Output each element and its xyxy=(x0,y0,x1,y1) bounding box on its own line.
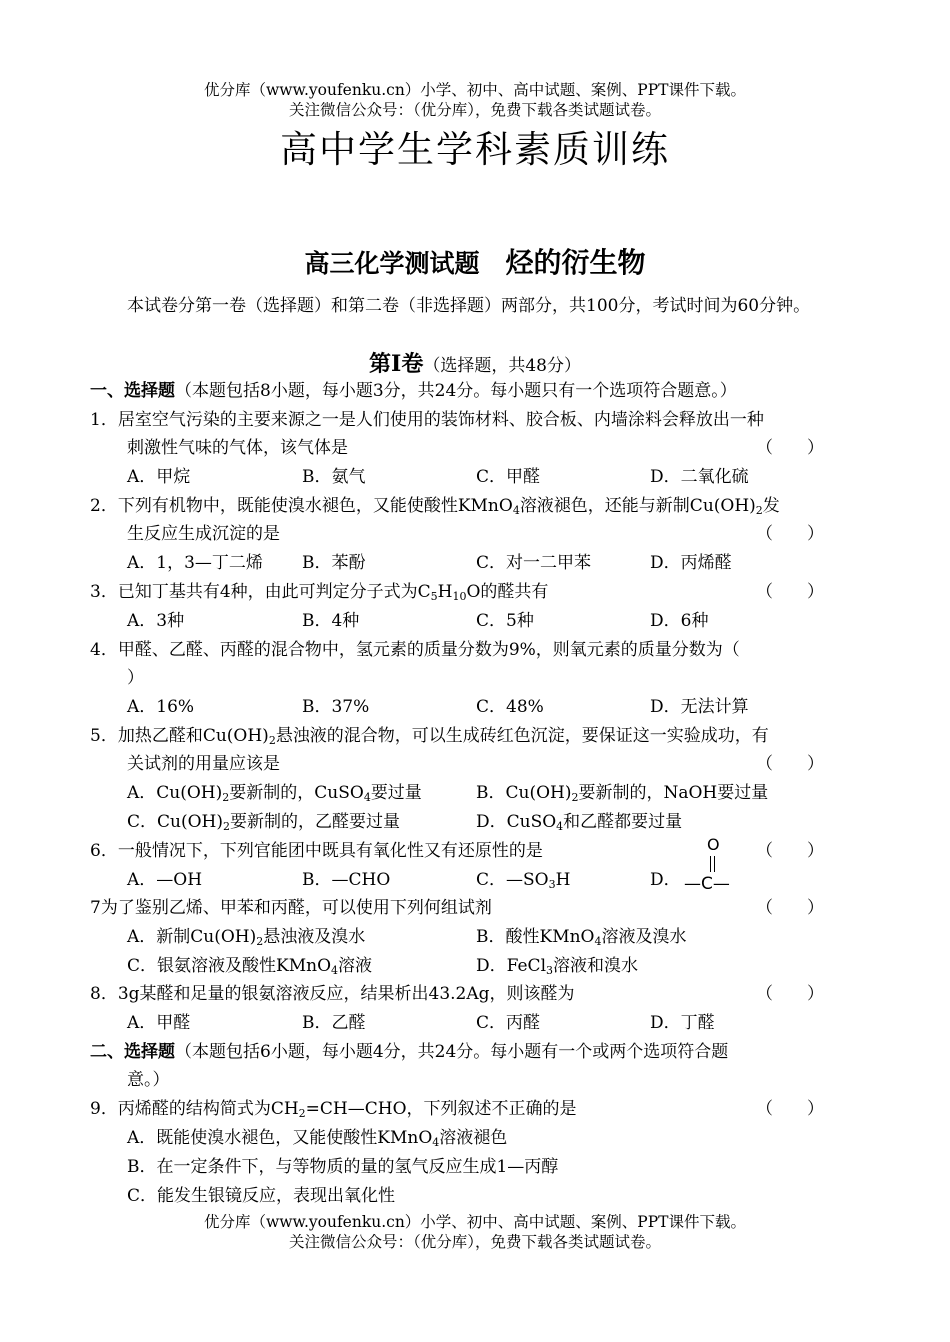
q3-option-d: D．6种 xyxy=(650,611,709,631)
q5-d-sub: 4 xyxy=(556,820,564,833)
q7-c-sub: 4 xyxy=(331,964,338,977)
q8-option-c: C．丙醛 xyxy=(476,1013,541,1033)
q6-option-d: D． xyxy=(650,870,681,890)
q1-answer-blank: （ ） xyxy=(756,438,824,458)
section2-desc: （本题包括6小题，每小题4分，共24分。每小题有一个或两个选项符合题 xyxy=(175,1042,729,1062)
q5-d-text: D．CuSO xyxy=(476,812,557,832)
q5-answer-blank: （ ） xyxy=(756,754,824,774)
q6-answer-blank: （ ） xyxy=(756,841,824,861)
section1-desc: （本题包括8小题，每小题3分，共24分。每小题只有一个选项符合题意。） xyxy=(175,381,737,401)
q5-line-2: 关试剂的用量应该是 xyxy=(127,754,280,774)
q2-text-b: 溶液褪色，还能与新制Cu(OH) xyxy=(519,496,756,516)
q7-d-text-b: 溶液和溴水 xyxy=(553,956,639,976)
q3-answer-blank: （ ） xyxy=(756,582,824,602)
q3-text-a: 3．已知丁基共有4种，由此可判定分子式为C xyxy=(90,582,431,602)
footer-line-2: 关注微信公众号：（优分库），免费下载各类试题试卷。 xyxy=(288,1233,661,1251)
q9-option-a xyxy=(127,1127,507,1149)
q5-a-sub: 2 xyxy=(222,791,230,804)
q7-line-1: 7为了鉴别乙烯、甲苯和丙醛，可以使用下列何组试剂 xyxy=(90,898,492,918)
q7-d-text: D．FeCl xyxy=(476,956,547,976)
q5-a-text: A．Cu(OH) xyxy=(127,783,223,803)
q3-option-b: B．4种 xyxy=(302,611,360,631)
q5-b-sub: 2 xyxy=(571,791,579,804)
q4-option-d: D．无法计算 xyxy=(650,697,749,717)
q9-answer-blank: （ ） xyxy=(756,1099,824,1119)
q9-sub-1: 2 xyxy=(298,1107,306,1120)
q9-line-1 xyxy=(90,1098,577,1120)
q7-c-text: C．银氨溶液及酸性KMnO xyxy=(127,956,331,976)
q5-c-text-b: 要新制的，乙醛要过量 xyxy=(230,812,400,832)
q7-b-sub: 4 xyxy=(594,935,602,948)
q1-option-b: B．氨气 xyxy=(302,467,366,487)
q7-option-a xyxy=(127,926,365,948)
q2-option-a: A．1，3—丁二烯 xyxy=(127,553,263,573)
subtitle xyxy=(0,246,950,281)
q7-option-d xyxy=(476,955,638,977)
footer-line-1: 优分库（www.youfenku.cn）小学、初中、高中试题、案例、PPT课件下载。 xyxy=(203,1213,747,1231)
q9-a-text: A．既能使溴水褪色，又能使酸性KMnO xyxy=(127,1128,433,1148)
subtitle-left: 高三化学测试题 xyxy=(304,249,480,278)
q7-c-text-b: 溶液 xyxy=(338,956,372,976)
q5-sub-1: 2 xyxy=(268,734,276,747)
q8-option-a: A．甲醛 xyxy=(127,1013,191,1033)
q7-b-text-b: 溶液及溴水 xyxy=(601,927,687,947)
q6-c-text: C．—SO xyxy=(476,870,549,890)
q9-option-c: C．能发生银镜反应，表现出氧化性 xyxy=(127,1186,396,1206)
q6-c-text-b: H xyxy=(555,870,571,890)
q6-option-b: B．—CHO xyxy=(302,870,391,890)
q7-option-b xyxy=(476,926,687,948)
q2-line-1 xyxy=(90,495,780,517)
q6-c-sub: 3 xyxy=(548,878,556,891)
q4-option-a: A．16% xyxy=(127,697,195,717)
carbonyl-structure xyxy=(684,836,744,898)
q2-text-c: 发 xyxy=(762,496,780,516)
q5-line-1 xyxy=(90,725,769,747)
q1-option-d: D．二氧化硫 xyxy=(650,467,749,487)
q5-c-sub: 2 xyxy=(223,820,230,833)
q6-line-1: 6．一般情况下，下列官能团中既具有氧化性又有还原性的是 xyxy=(90,841,543,861)
section1-heading xyxy=(90,380,737,402)
q5-a-text-b: 要新制的，CuSO xyxy=(229,783,364,803)
q3-sub-2: 10 xyxy=(452,590,467,603)
q4-option-b: B．37% xyxy=(302,697,370,717)
volume-note: （选择题，共48分） xyxy=(423,356,581,376)
q5-option-b xyxy=(476,782,768,804)
q3-option-c: C．5种 xyxy=(476,611,534,631)
q2-option-d: D．丙烯醛 xyxy=(650,553,732,573)
q2-sub-2: 2 xyxy=(755,504,763,517)
q3-line-1 xyxy=(90,581,548,603)
q1-option-c: C．甲醛 xyxy=(476,467,541,487)
q2-option-c: C．对一二甲苯 xyxy=(476,553,592,573)
header-line-1: 优分库（www.youfenku.cn）小学、初中、高中试题、案例、PPT课件下载。 xyxy=(203,81,747,99)
q3-sub-1: 5 xyxy=(430,590,438,603)
q4-line-2: ） xyxy=(127,668,144,688)
q2-answer-blank: （ ） xyxy=(756,524,824,544)
q7-answer-blank: （ ） xyxy=(756,898,824,918)
q9-option-b: B．在一定条件下，与等物质的量的氢气反应生成1—丙醇 xyxy=(127,1157,559,1177)
q5-b-text-b: 要新制的，NaOH要过量 xyxy=(578,783,769,803)
q5-text-a: 5．加热乙醛和Cu(OH) xyxy=(90,726,269,746)
volume-label: 第Ⅰ卷 xyxy=(369,351,424,377)
q5-c-text: C．Cu(OH) xyxy=(127,812,223,832)
q5-text-b: 悬浊液的混合物，可以生成砖红色沉淀，要保证这一实验成功，有 xyxy=(275,726,769,746)
q6-option-a: A．—OH xyxy=(127,870,203,890)
section2-heading xyxy=(90,1041,728,1063)
q7-a-text: A．新制Cu(OH) xyxy=(127,927,257,947)
q6-option-c xyxy=(476,869,570,891)
q5-option-c xyxy=(127,811,400,833)
q2-line-2: 生反应生成沉淀的是 xyxy=(127,524,280,544)
q5-d-text-b: 和乙醛都要过量 xyxy=(563,812,683,832)
q8-answer-blank: （ ） xyxy=(756,984,824,1004)
section2-desc-2: 意。） xyxy=(127,1070,170,1090)
q8-option-b: B．乙醛 xyxy=(302,1013,366,1033)
q7-d-sub: 3 xyxy=(546,964,554,977)
main-title: 高中学生学科素质训练 xyxy=(280,128,670,171)
q9-a-text-b: 溶液褪色 xyxy=(439,1128,508,1148)
q1-line-2: 刺激性气味的气体，该气体是 xyxy=(127,438,348,458)
carbonyl-oxygen: O xyxy=(707,835,720,854)
q2-option-b: B．苯酚 xyxy=(302,553,366,573)
q8-option-d: D．丁醛 xyxy=(650,1013,715,1033)
q9-a-sub: 4 xyxy=(432,1136,440,1149)
q2-sub-1: 4 xyxy=(512,504,520,517)
q5-option-d xyxy=(476,811,682,833)
q5-a-text-c: 要过量 xyxy=(370,783,422,803)
q5-b-text: B．Cu(OH) xyxy=(476,783,572,803)
q9-text-b: =CH—CHO，下列叙述不正确的是 xyxy=(305,1099,577,1119)
q4-line-1: 4．甲醛、乙醛、丙醛的混合物中，氢元素的质量分数为9%，则氧元素的质量分数为（ xyxy=(90,640,740,660)
q5-option-a xyxy=(127,782,422,804)
q1-option-a: A．甲烷 xyxy=(127,467,191,487)
q7-a-text-b: 悬浊液及溴水 xyxy=(263,927,366,947)
q3-text-mid: H xyxy=(437,582,453,602)
volume-heading xyxy=(0,350,950,380)
q5-a-sub-2: 4 xyxy=(363,791,371,804)
intro-text: 本试卷分第一卷（选择题）和第二卷（非选择题）两部分，共100分，考试时间为60分钟。 xyxy=(127,296,811,316)
q8-line-1: 8．3g某醛和足量的银氨溶液反应，结果析出43.2Ag，则该醛为 xyxy=(90,984,575,1004)
q4-option-c: C．48% xyxy=(476,697,544,717)
header-line-2: 关注微信公众号：（优分库），免费下载各类试题试卷。 xyxy=(288,101,661,119)
q2-text-a: 2．下列有机物中，既能使溴水褪色，又能使酸性KMnO xyxy=(90,496,513,516)
q3-option-a: A．3种 xyxy=(127,611,185,631)
q1-line-1: 1．居室空气污染的主要来源之一是人们使用的装饰材料、胶合板、内墙涂料会释放出一种 xyxy=(90,410,764,430)
q3-text-b: O的醛共有 xyxy=(466,582,549,602)
section2-label: 二、选择题 xyxy=(90,1042,175,1062)
subtitle-right: 烃的衍生物 xyxy=(505,246,646,279)
carbonyl-carbon: —C— xyxy=(684,874,730,894)
q9-text-a: 9．丙烯醛的结构简式为CH xyxy=(90,1099,299,1119)
q7-a-sub: 2 xyxy=(256,935,264,948)
q7-option-c xyxy=(127,955,372,977)
q7-b-text: B．酸性KMnO xyxy=(476,927,595,947)
carbonyl-double-bond xyxy=(710,856,715,872)
section1-label: 一、选择题 xyxy=(90,381,175,401)
